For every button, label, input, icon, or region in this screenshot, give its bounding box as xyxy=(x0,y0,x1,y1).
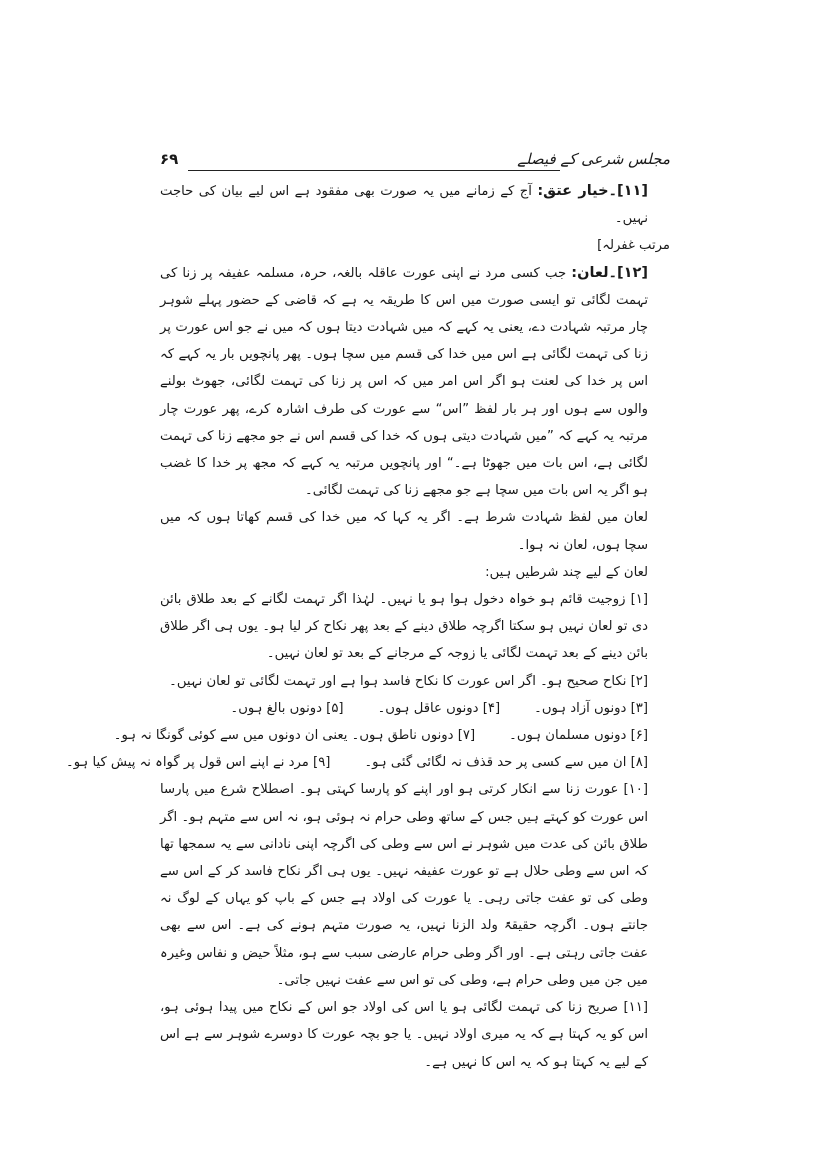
page-body xyxy=(65,178,670,1076)
condition-10: [۱۰] عورت زنا سے انکار کرتی ہو اور اپنے کو پارسا کہتی ہو۔ اصطلاح شرع میں پارسا اس عورت کو کہتے ہیں جس کے ساتھ وطی حرام نہ ہوئی ہو، نہ اس سے متہم ہو۔ اگر طلاق بائن کی عدت میں شوہر نے اس سے وطی کی اگرچہ اپنی نادانی سے یہ سمجھا تھا کہ اس سے وطی حلال ہے تو عورت عفیفہ نہیں۔ یوں ہی اگر نکاح فاسد کر کے اس سے وطی کی تو عفت جاتی رہی۔ یا عورت کی اولاد ہے جس کے باپ کو یہاں کے لوگ نہ جانتے ہوں۔ اگرچہ حقیقۃً ولد الزنا نہیں، یہ صورت متہم ہونے کی ہے۔ اس سے بھی عفت جاتی رہتی ہے۔ اور اگر وطی حرام عارضی سبب سے ہو، مثلاً حیض و نفاس وغیرہ میں جن میں وطی حرام ہے، وطی کی تو اس سے عفت نہیں جاتی۔ xyxy=(160,782,648,988)
heading-khiyar-itq: [۱۱]۔خیار عتق: xyxy=(537,183,648,199)
condition-6: [۶] دونوں مسلمان ہوں۔ xyxy=(509,728,648,744)
paragraph-lian xyxy=(160,260,670,505)
heading-lian: [۱۲]۔لعان: xyxy=(571,264,648,281)
lian-intro: لعان کے لیے چند شرطیں ہیں: xyxy=(485,564,648,580)
page-number: ۶۹ xyxy=(160,150,179,168)
text-khiyar-itq: آج کے زمانے میں یہ صورت بھی مفقود ہے اس لیے بیان کی حاجت نہیں۔ xyxy=(160,184,648,227)
editor-note: مرتب غفرلہ] xyxy=(597,238,670,254)
lian-condition: لعان میں لفظ شہادت شرط ہے۔ اگر یہ کہا کہ میں خدا کی قسم کھاتا ہوں کہ میں سچا ہوں، لعان نہ ہوا۔ xyxy=(160,510,648,553)
condition-4: [۴] دونوں عاقل ہوں۔ xyxy=(377,700,501,716)
conditions-6-7-row xyxy=(113,722,670,749)
condition-8: [۸] ان میں سے کسی پر حد قذف نہ لگائی گئی ہو۔ xyxy=(364,755,648,771)
condition-9: [۹] مرد نے اپنے اس قول پر گواہ نہ پیش کیا ہو۔ xyxy=(65,755,331,771)
condition-7: [۷] دونوں ناطق ہوں۔ یعنی ان دونوں میں سے کوئی گونگا نہ ہو۔ xyxy=(113,728,476,744)
book-title: مجلس شرعی کے فیصلے xyxy=(517,150,670,168)
header-rule xyxy=(188,170,560,171)
condition-2: [۲] نکاح صحیح ہو۔ اگر اس عورت کا نکاح فاسد ہوا ہے اور تہمت لگائی تو لعان نہیں۔ xyxy=(169,673,648,689)
condition-5: [۵] دونوں بالغ ہوں۔ xyxy=(230,700,344,716)
conditions-8-9-row xyxy=(65,749,670,776)
text-lian: جب کسی مرد نے اپنی عورت عاقلہ بالغہ، حرہ، مسلمہ عفیفہ پر زنا کی تہمت لگائی تو ایسی صورت میں اس کا طریقہ یہ ہے کہ قاضی کے حضور پہلے شوہر چار مرتبہ شہادت دے، یعنی یہ کہے کہ میں شہادت دیتا ہوں کہ میں نے جو اس عورت پر زنا کی تہمت لگائی ہے اس میں خدا کی قسم میں سچا ہوں۔ پھر پانچویں بار یہ کہے کہ اس پر خدا کی لعنت ہو اگر اس امر میں کہ اس پر زنا کی تہمت لگائی، جھوٹ بولنے والوں سے ہوں اور ہر بار لفظ ”اس“ سے عورت کی طرف اشارہ کرے، پھر عورت چار مرتبہ یہ کہے کہ ”میں شہادت دیتی ہوں کہ خدا کی قسم اس نے جو مجھے زنا کی تہمت لگائی ہے، اس بات میں جھوٹا ہے۔“ اور پانچویں مرتبہ یہ کہے کہ مجھ پر خدا کا غضب ہو اگر یہ اس بات میں سچا ہے جو مجھے زنا کی تہمت لگائی۔ xyxy=(160,265,648,499)
running-header xyxy=(160,150,670,174)
condition-1: [۱] زوجیت قائم ہو خواہ دخول ہوا ہو یا نہیں۔ لہٰذا اگر تہمت لگانے کے بعد طلاق بائن دی تو لعان نہیں ہو سکتا اگرچہ طلاق دینے کے بعد پھر نکاح کر لیا ہو۔ یوں ہی اگر طلاق بائن دینے کے بعد تہمت لگائی یا زوجہ کے مرجانے کے بعد تو لعان نہیں۔ xyxy=(160,592,648,662)
condition-11: [۱۱] صریح زنا کی تہمت لگائی ہو یا اس کی اولاد جو اس کے نکاح میں پیدا ہوئی ہو، اس کو یہ کہتا ہے کہ یہ میری اولاد نہیں۔ یا جو بچہ عورت کا دوسرے شوہر سے ہے اس کے لیے یہ کہتا ہو کہ یہ اس کا نہیں ہے۔ xyxy=(160,1000,648,1070)
condition-3: [۳] دونوں آزاد ہوں۔ xyxy=(534,700,648,716)
conditions-3-5-row xyxy=(160,695,670,722)
paragraph-khiyar-itq xyxy=(160,178,670,232)
